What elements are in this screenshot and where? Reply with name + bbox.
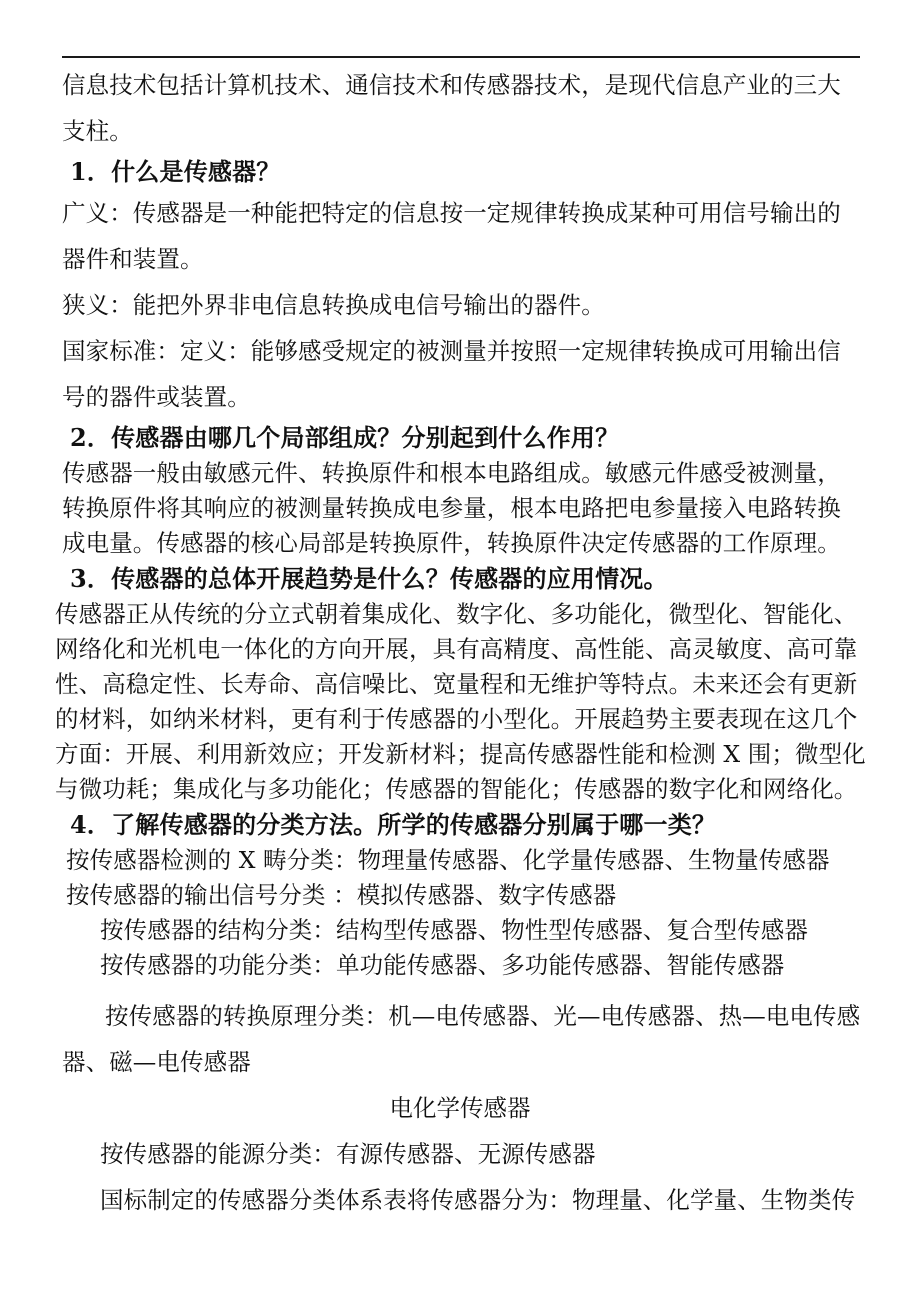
section-3-line: 的材料，如纳米材料，更有利于传感器的小型化。开展趋势主要表现在这几个 bbox=[55, 705, 858, 733]
section-3-line: 性、高稳定性、长寿命、高信噪比、宽量程和无维护等特点。未来还会有更新 bbox=[55, 670, 858, 698]
section-1-line: 广义：传感器是一种能把特定的信息按一定规律转换成某种可用信号输出的 bbox=[62, 199, 841, 227]
section-1 bbox=[0, 154, 920, 420]
national-standard-line: 国标制定的传感器分类体系表将传感器分为：物理量、化学量、生物类传 bbox=[100, 1186, 856, 1214]
section-3 bbox=[0, 561, 920, 807]
classification-line: 按传感器的输出信号分类 ：模拟传感器、数字传感器 bbox=[66, 881, 617, 909]
section-2 bbox=[0, 420, 920, 561]
section-2-line: 转换原件将其响应的被测量转换成电参量，根本电路把电参量接入电路转换 bbox=[62, 494, 841, 522]
intro-line: 支柱。 bbox=[62, 117, 133, 145]
section-1-line: 器件和装置。 bbox=[62, 245, 204, 273]
section-1-line: 狭义：能把外界非电信息转换成电信号输出的器件。 bbox=[62, 291, 605, 319]
classification-line: 按传感器检测的 X 畴分类：物理量传感器、化学量传感器、生物量传感器 bbox=[66, 846, 830, 874]
conversion-principle-line-1: 按传感器的转换原理分类：机—电传感器、光—电传感器、热—电电传感 bbox=[105, 1002, 861, 1030]
section-heading-1: 1．什么是传感器？ bbox=[70, 157, 281, 186]
section-heading-2: 2．传感器由哪几个局部组成？分别起到什么作用？ bbox=[70, 423, 620, 452]
section-4 bbox=[0, 807, 920, 1223]
header-divider-rule bbox=[62, 56, 860, 58]
section-1-line: 号的器件或装置。 bbox=[62, 383, 251, 411]
classification-line: 按传感器的结构分类：结构型传感器、物性型传感器、复合型传感器 bbox=[100, 916, 808, 944]
section-heading-3: 3．传感器的总体开展趋势是什么？传感器的应用情况。 bbox=[70, 564, 668, 593]
conversion-principle-line-2: 器、磁—电传感器 bbox=[62, 1048, 251, 1076]
intro-line: 信息技术包括计算机技术、通信技术和传感器技术，是现代信息产业的三大 bbox=[62, 71, 841, 99]
section-heading-4: 4．了解传感器的分类方法。所学的传感器分别属于哪一类？ bbox=[70, 810, 717, 839]
electrochemical-sensor-line: 电化学传感器 bbox=[389, 1094, 531, 1122]
section-2-line: 传感器一般由敏感元件、转换原件和根本电路组成。敏感元件感受被测量， bbox=[62, 459, 841, 487]
document-body bbox=[0, 62, 920, 1223]
list-spacer bbox=[0, 983, 920, 993]
section-2-line: 成电量。传感器的核心局部是转换原件，转换原件决定传感器的工作原理。 bbox=[62, 529, 841, 557]
intro-paragraph bbox=[0, 62, 920, 154]
section-3-line: 网络化和光机电一体化的方向开展，具有高精度、高性能、高灵敏度、高可靠 bbox=[55, 635, 858, 663]
energy-classification-line: 按传感器的能源分类：有源传感器、无源传感器 bbox=[100, 1140, 596, 1168]
section-1-line: 国家标准：定义：能够感受规定的被测量并按照一定规律转换成可用输出信 bbox=[62, 337, 841, 365]
section-3-line: 传感器正从传统的分立式朝着集成化、数字化、多功能化，微型化、智能化、 bbox=[55, 600, 858, 628]
classification-line: 按传感器的功能分类：单功能传感器、多功能传感器、智能传感器 bbox=[100, 951, 785, 979]
section-3-line: 方面：开展、利用新效应；开发新材料；提高传感器性能和检测 X 围；微型化 bbox=[55, 740, 866, 768]
section-3-line: 与微功耗；集成化与多功能化；传感器的智能化；传感器的数字化和网络化。 bbox=[55, 775, 858, 803]
